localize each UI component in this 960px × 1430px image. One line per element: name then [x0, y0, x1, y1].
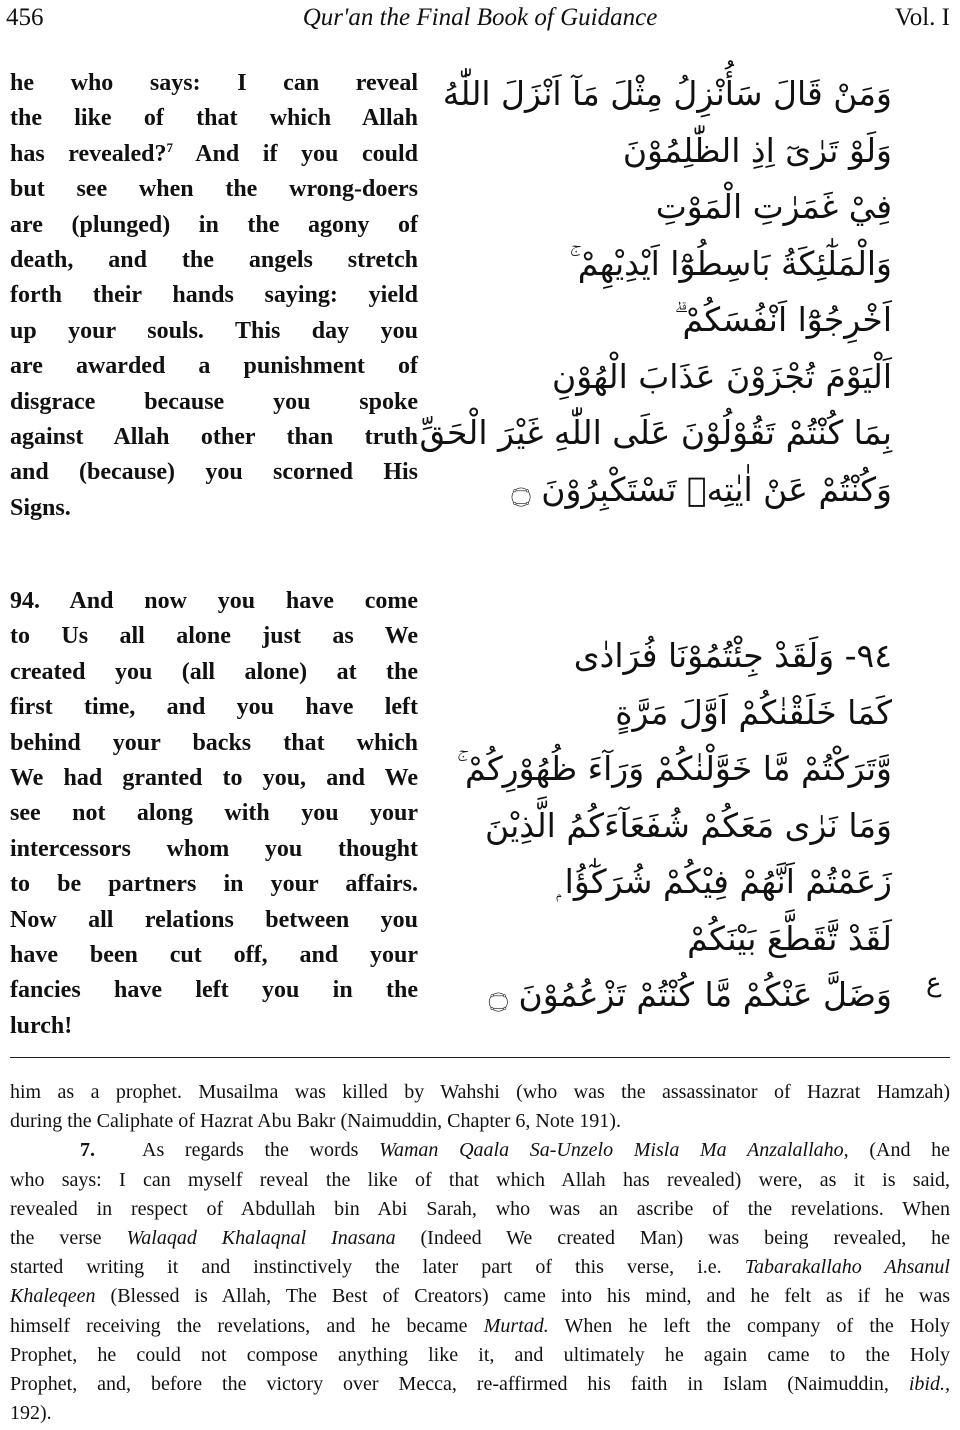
- text-line: death, and the angels stretch: [10, 246, 418, 273]
- transliteration: Murtad.: [483, 1314, 549, 1337]
- footnote-line: [10, 1370, 950, 1399]
- footnote-divider: [10, 1057, 950, 1058]
- footnote-line: [10, 1224, 950, 1253]
- text-span: has revealed?: [10, 140, 167, 167]
- text-line: disgrace because you spoke: [10, 388, 418, 415]
- text-span: (Indeed We created Man) was being revealed, he: [395, 1226, 950, 1249]
- arabic-line: لَقَدْ تَّقَطَّعَ بَيْنَكُمْ: [687, 918, 892, 958]
- text-line: against Allah other than truth: [10, 423, 418, 450]
- text-span: the verse: [10, 1226, 127, 1249]
- text-line: behind your backs that which: [10, 729, 418, 756]
- text-line: are (plunged) in the agony of: [10, 211, 418, 238]
- transliteration: Walaqad Khalaqnal Inasana: [126, 1226, 396, 1249]
- footnote-line: [10, 1136, 950, 1165]
- arabic-line: زَعَمْتُمْ اَنَّهُمْ فِيْكُمْ شُرَكٰٓؤُا ۭ: [556, 862, 892, 901]
- transliteration: Khaleqeen: [10, 1285, 96, 1308]
- text-line: are awarded a punishment of: [10, 353, 418, 380]
- text-line: Now all relations between you: [10, 906, 418, 933]
- arabic-line: وَلَوْ تَرٰىٓ اِذِ الظّٰلِمُوْنَ: [622, 130, 892, 170]
- text-line: and (because) you scorned His: [10, 459, 418, 486]
- text-line: fancies have left you in the: [10, 977, 418, 1004]
- text-line: but see when the wrong-doers: [10, 176, 418, 203]
- page-number: 456: [6, 4, 44, 31]
- arabic-line: فِيْ غَمَرٰتِ الْمَوْتِ: [655, 187, 892, 226]
- text-span: When he left the company of the Holy: [548, 1314, 950, 1337]
- arabic-line: كَمَا خَلَقْنٰكُمْ اَوَّلَ مَرَّةٍ: [615, 692, 892, 732]
- arabic-line: وَمَا نَرٰى مَعَكُمْ شُفَعَآءَكُمُ الَّذِيْنَ: [485, 805, 892, 845]
- arabic-line: ٩٤- وَلَقَدْ جِئْتُمُوْنَا فُرَادٰى: [573, 636, 892, 675]
- text-line: created you (all alone) at the: [10, 658, 418, 685]
- text-span: And if you could: [195, 140, 418, 167]
- transliteration: Tabarakallaho Ahsanul: [744, 1256, 950, 1279]
- arabic-line: وَكُنْتُمْ عَنْ اٰيٰتِهٖ تَسْتَكْبِرُوْنَ ۝: [511, 469, 892, 509]
- text-line: to be partners in your affairs.: [10, 871, 418, 898]
- arabic-line: اَلْيَوْمَ تُجْزَوْنَ عَذَابَ الْهُوْنِ: [552, 356, 892, 396]
- ruku-margin-mark: ع: [926, 968, 942, 998]
- text-line: up your souls. This day you: [10, 317, 418, 344]
- footnote-line: [10, 1253, 950, 1282]
- footnote-line: during the Caliphate of Hazrat Abu Bakr (Naimuddin, Chapter 6, Note 191).: [10, 1110, 621, 1133]
- text-line: to Us all alone just as We: [10, 623, 418, 650]
- text-line: 94. And now you have come: [10, 588, 418, 614]
- footnote-ref: 7: [166, 139, 173, 155]
- citation-italic: ibid.,: [908, 1372, 950, 1395]
- text-line: forth their hands saying: yield: [10, 282, 418, 309]
- text-span: (And he: [848, 1139, 950, 1162]
- text-line: first time, and you have left: [10, 694, 418, 721]
- text-span: (Blessed is Allah, The Best of Creators) came into his mind, and he felt as if he was: [95, 1285, 950, 1308]
- arabic-line: وَضَلَّ عَنْكُمْ مَّا كُنْتُمْ تَزْعُمُوْنَ ۝: [488, 975, 892, 1014]
- footnote-line: Prophet, he could not compose anything like it, and ultimately he again came to the Holy: [10, 1343, 950, 1366]
- text-line: the like of that which Allah: [10, 105, 418, 132]
- footnotes: [10, 1078, 950, 1428]
- text-line: [10, 137, 418, 172]
- text-span: Prophet, and, before the victory over Mecca, re-affirmed his faith in Islam (Naimuddin,: [10, 1372, 909, 1395]
- footnote-line: revealed in respect of Abdullah bin Abi Sarah, who was an ascribe of the revelations. When: [10, 1197, 950, 1220]
- arabic-line: وَمَنْ قَالَ سَأُنْزِلُ مِثْلَ مَآ اَنْزَلَ اللّٰهُ: [442, 74, 892, 113]
- footnote-line: who says: I can myself reveal the like of that which Allah has revealed) were, as it is said,: [10, 1168, 950, 1191]
- footnote-line: [10, 1312, 950, 1341]
- text-line: We had granted to you, and We: [10, 764, 418, 791]
- text-line: he who says: I can reveal: [10, 70, 418, 96]
- text-line: have been cut off, and your: [10, 941, 418, 968]
- footnote-line: 192).: [10, 1402, 52, 1425]
- text-line: see not along with you your: [10, 800, 418, 827]
- arabic-line: وَّتَرَكْتُمْ مَّا خَوَّلْنٰكُمْ وَرَآءَ ظُهُوْرِكُمْ ۚ: [456, 749, 892, 788]
- verse-94-translation: [10, 584, 418, 1044]
- running-title: Qur'an the Final Book of Guidance: [302, 4, 658, 31]
- arabic-line: بِمَا كُنْتُمْ تَقُوْلُوْنَ عَلَى اللّٰهِ غَيْرَ الْحَقِّ: [419, 413, 892, 452]
- verse-93-arabic: [419, 66, 892, 518]
- text-line: intercessors whom you thought: [10, 835, 418, 862]
- text-span: As regards the words: [142, 1139, 380, 1162]
- footnote-line: him as a prophet. Musailma was killed by Wahshi (who was the assassinator of Hazrat Hamzah): [10, 1081, 950, 1103]
- text-span: started writing it and instinctively the later part of this verse, i.e.: [10, 1256, 745, 1279]
- volume-label: Vol. I: [894, 4, 950, 31]
- text-line: Signs.: [10, 494, 71, 521]
- verse-94-arabic: [452, 628, 892, 1024]
- arabic-line: اَخْرِجُوْٓا اَنْفُسَكُمْ ۗ: [674, 300, 892, 339]
- footnote-number: 7.: [80, 1139, 95, 1162]
- transliteration: Waman Qaala Sa-Unzelo Misla Ma Anzalallaho,: [379, 1139, 849, 1162]
- footnote-line: [10, 1282, 950, 1311]
- arabic-line: وَالْمَلٰٓئِكَةُ بَاسِطُوْٓا اَيْدِيْهِمْ ۚ: [569, 243, 892, 283]
- text-span: himself receiving the revelations, and he became: [10, 1314, 484, 1337]
- verse-93-translation: [10, 66, 418, 526]
- text-line: lurch!: [10, 1012, 73, 1039]
